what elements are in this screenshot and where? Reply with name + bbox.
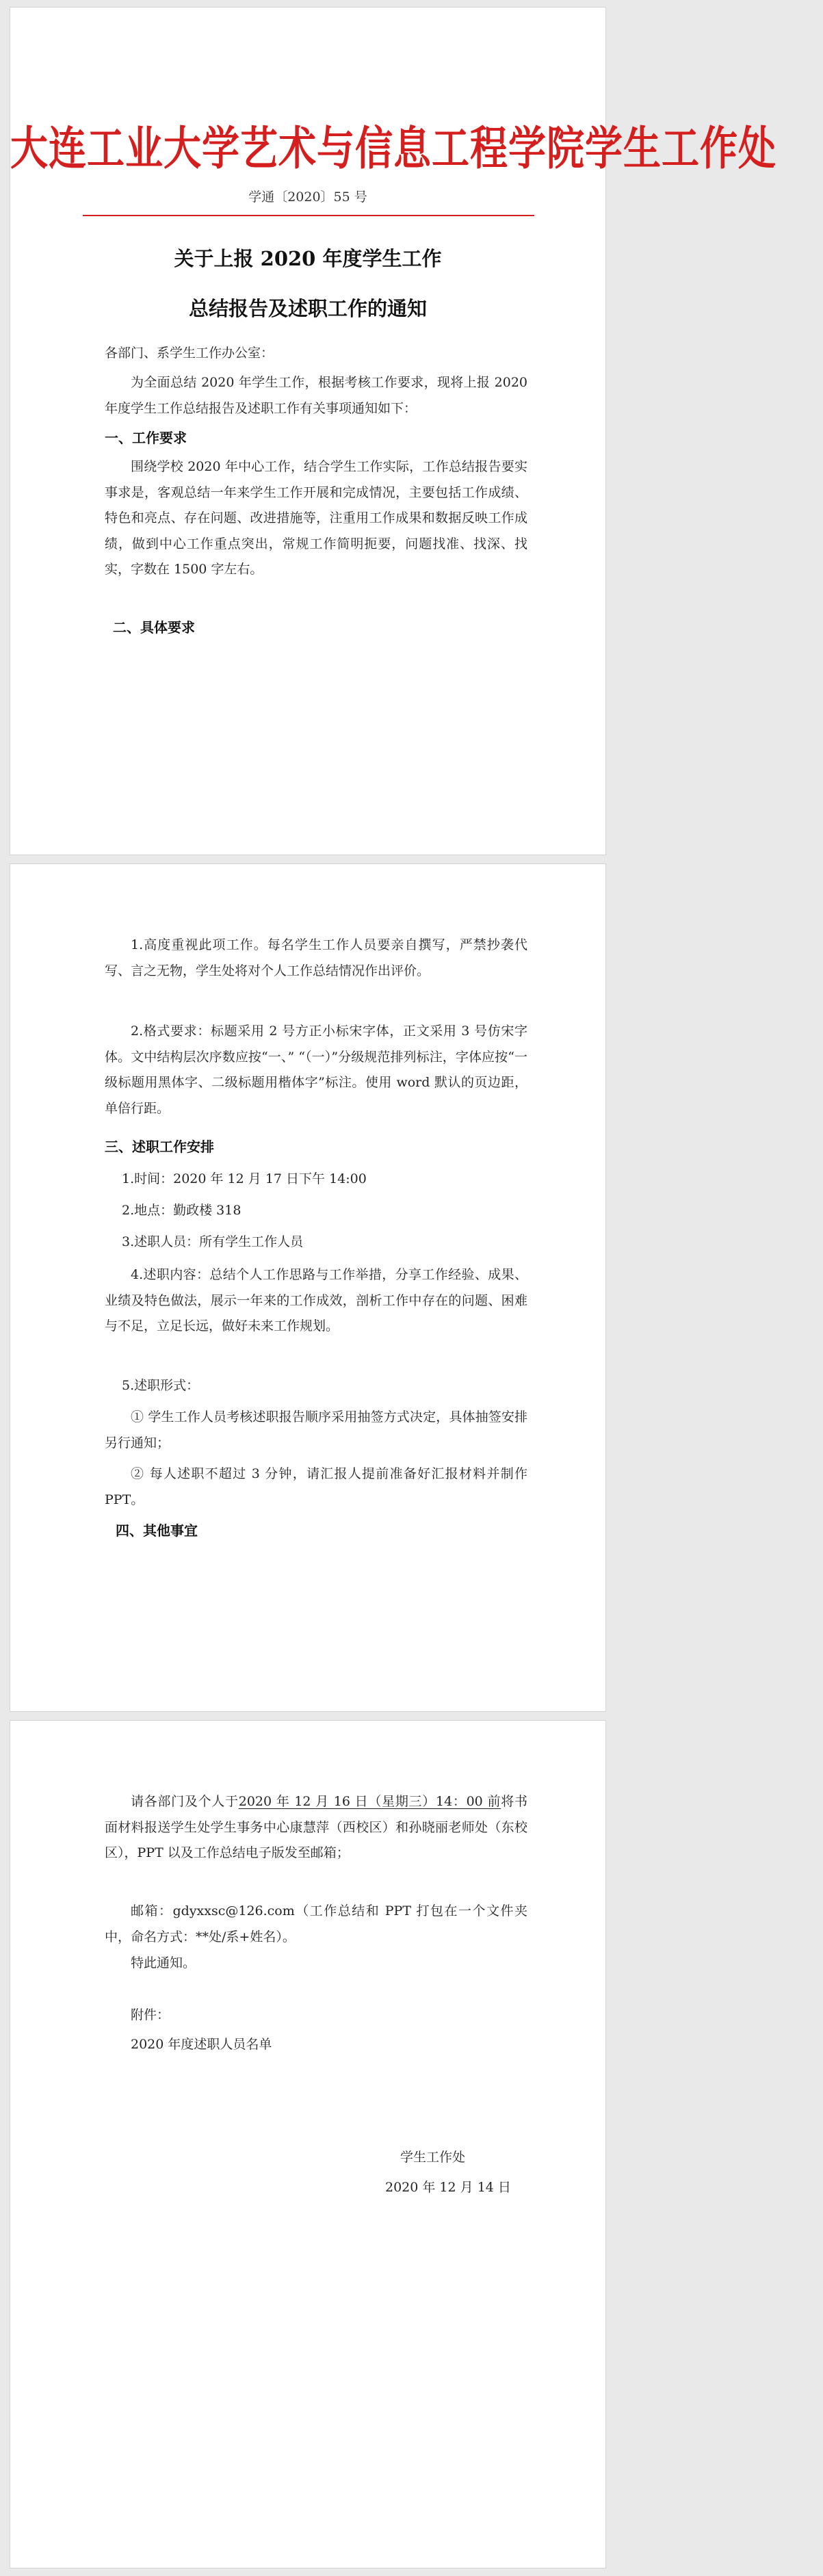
letterhead-red-rule xyxy=(83,215,534,216)
salutation: 各部门、系学生工作办公室： xyxy=(105,346,274,361)
report-content: 4.述职内容：总结个人工作思路与工作举措，分享工作经验、成果、业绩及特色做法，展示一年来的工作成效，剖析工作中存在的问题、困难与不足，立足长远，做好未来工作规划。 xyxy=(105,1267,527,1333)
report-form-item-2: ② 每人述职不超过 3 分钟，请汇报人提前准备好汇报材料并制作 PPT。 xyxy=(105,1466,527,1507)
document-page-3 xyxy=(10,1720,606,2568)
report-place: 2.地点：勤政楼 318 xyxy=(122,1203,241,1218)
section-3-heading: 三、述职工作安排 xyxy=(105,1139,214,1155)
submission-intro: 请各部门及个人于 xyxy=(131,1794,239,1809)
closing-statement: 特此通知。 xyxy=(131,1955,196,1970)
section-1-body: 围绕学校 2020 年中心工作，结合学生工作实际，工作总结报告要实事求是，客观总结一年来学生工作开展和完成情况，主要包括工作成绩、特色和亮点、存在问题、改进措施等，注重用工作成果和数据反映工作成绩，做到中心工作重点突出，常规工作简明扼要，问题找准、找深、找实，字数在 1500 字左右。 xyxy=(105,459,527,577)
report-staff: 3.述职人员：所有学生工作人员 xyxy=(122,1234,304,1249)
report-form-label: 5.述职形式： xyxy=(122,1378,200,1393)
requirement-item-2: 2.格式要求：标题采用 2 号方正小标宋字体，正文采用 3 号仿宋字体。文中结构层次序数应按“一、” “（一）”分级规范排列标注，字体应按“一级标题用黑体字、二级标题用楷体字”标注。使用 word 默认的页边距，单倍行距。 xyxy=(105,1024,527,1116)
letterhead-org-name: 大连工业大学艺术与信息工程学院学生工作处 xyxy=(10,120,777,175)
notice-title-line-1: 关于上报 2020 年度学生工作 xyxy=(174,247,442,270)
requirement-item-1: 1.高度重视此项工作。每名学生工作人员要亲自撰写，严禁抄袭代写、言之无物，学生处将对个人工作总结情况作出评价。 xyxy=(105,937,527,978)
attachment-label: 附件： xyxy=(131,2007,170,2022)
report-form-item-1: ① 学生工作人员考核述职报告顺序采用抽签方式决定，具体抽签安排另行通知； xyxy=(105,1409,527,1450)
notice-title-line-2: 总结报告及述职工作的通知 xyxy=(188,297,427,320)
section-2-heading: 二、具体要求 xyxy=(113,619,195,636)
document-page-2 xyxy=(10,863,606,1712)
section-1-heading: 一、工作要求 xyxy=(105,430,187,446)
intro-paragraph: 为全面总结 2020 年学生工作，根据考核工作要求，现将上报 2020 年度学生工作总结报告及述职工作有关事项通知如下： xyxy=(105,375,527,416)
signature-date: 2020 年 12 月 14 日 xyxy=(385,2180,511,2195)
attachment-name: 2020 年度述职人员名单 xyxy=(131,2037,272,2052)
section-4-heading: 四、其他事宜 xyxy=(116,1522,198,1539)
document-page-1 xyxy=(10,7,777,855)
submission-deadline: 2020 年 12 月 16 日（星期三）14：00 前 xyxy=(238,1794,501,1809)
submission-paragraph xyxy=(105,1789,527,1866)
document-number: 学通〔2020〕55 号 xyxy=(248,190,367,205)
signature-office: 学生工作处 xyxy=(400,2150,466,2165)
submission-details: 将书面材料报送学生处学生事务中心康慧萍（西校区）和孙晓丽老师处（东校区），PPT 以及工作总结电子版发至邮箱； xyxy=(105,1794,527,1860)
report-time: 1.时间：2020 年 12 月 17 日下午 14:00 xyxy=(122,1171,367,1186)
submission-email: 邮箱：gdyxxsc@126.com（工作总结和 PPT 打包在一个文件夹中，命名方式：**处/系+姓名）。 xyxy=(105,1903,527,1944)
